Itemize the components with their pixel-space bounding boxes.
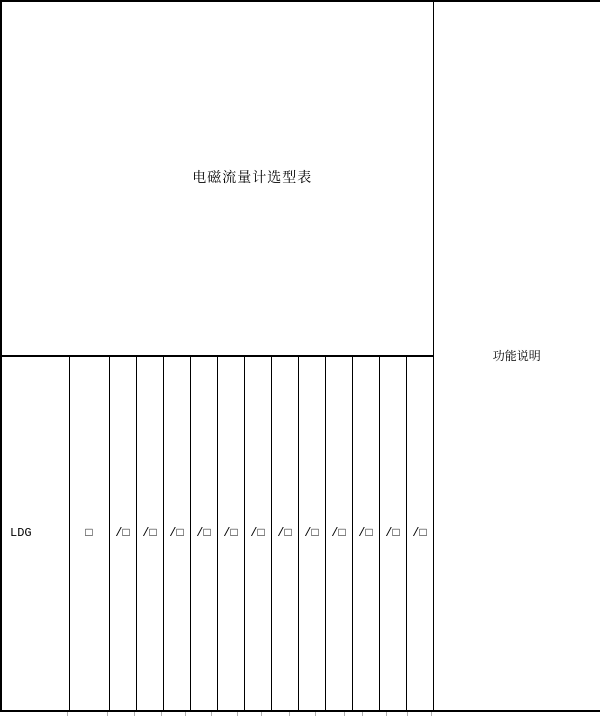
column-tick (161, 712, 162, 716)
model-first-box: □ (69, 356, 109, 711)
model-slot-box: /□ (325, 357, 352, 710)
model-slot-strip (109, 356, 433, 711)
model-slots (110, 357, 433, 710)
model-slot-box: /□ (217, 357, 244, 710)
model-prefix-label: LDG (1, 356, 69, 711)
column-tick (237, 712, 238, 716)
model-slot-box: /□ (136, 357, 163, 710)
column-tick (315, 712, 316, 716)
model-slot-box: /□ (352, 357, 379, 710)
model-slot-box: /□ (271, 357, 298, 710)
column-tick (289, 712, 290, 716)
column-tick (386, 712, 387, 716)
model-slot-box: /□ (244, 357, 271, 710)
column-tick (185, 712, 186, 716)
model-slot-box: /□ (163, 357, 190, 710)
column-tick (107, 712, 108, 716)
gridline-ticks (0, 712, 600, 716)
column-tick (407, 712, 408, 716)
column-tick (261, 712, 262, 716)
model-slot-box: /□ (298, 357, 325, 710)
model-slot-box: /□ (115, 526, 130, 540)
page-title: 电磁流量计选型表 (1, 1, 433, 356)
model-slot-box: /□ (406, 357, 433, 710)
column-tick (211, 712, 212, 716)
title-row (1, 1, 600, 356)
function-column-header: 功能说明 (433, 1, 600, 711)
column-tick (344, 712, 345, 716)
model-slot-box: /□ (190, 357, 217, 710)
column-tick (134, 712, 135, 716)
column-tick (431, 712, 432, 716)
column-tick (362, 712, 363, 716)
model-slot-box: /□ (379, 357, 406, 710)
column-tick (67, 712, 68, 716)
